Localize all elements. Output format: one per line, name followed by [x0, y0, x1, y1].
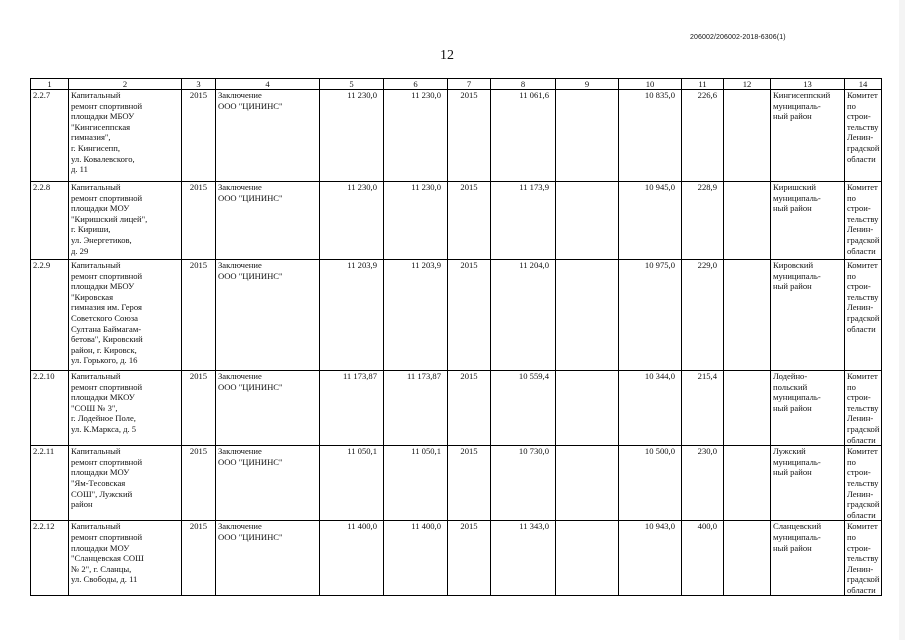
column-9-value-cell [556, 446, 619, 521]
year-cell: 2015 [182, 521, 216, 596]
completion-year-cell: 2015 [448, 521, 491, 596]
completion-year-cell: 2015 [448, 182, 491, 260]
column-9-value-cell [556, 521, 619, 596]
local-budget-cell: 228,9 [682, 182, 724, 260]
estimated-cost-cell: 11 400,0 [320, 521, 384, 596]
object-name-cell: Капитальный ремонт спортивной площадки МБОУ "Кингисеппская гимназия", г. Кингисепп, ул. Ковалевского, д. 11 [69, 90, 182, 182]
completion-year-cell: 2015 [448, 371, 491, 446]
column-12-value-cell [724, 182, 771, 260]
scan-edge [899, 0, 905, 640]
completion-year-cell: 2015 [448, 446, 491, 521]
municipal-district-cell: Сланцевский муниципаль- ный район [771, 521, 845, 596]
regional-budget-cell: 10 835,0 [619, 90, 682, 182]
column-12-value-cell [724, 260, 771, 371]
basis-document-cell: Заключение ООО "ЦИНИНС" [216, 446, 320, 521]
table-row [31, 90, 882, 182]
municipal-district-cell: Лодейно- польский муниципаль- ный район [771, 371, 845, 446]
object-name-cell: Капитальный ремонт спортивной площадки МКОУ "СОШ № 3", г. Лодейное Поле, ул. К.Маркса, д. 5 [69, 371, 182, 446]
object-name-cell: Капитальный ремонт спортивной площадки МБОУ "Кировская гимназия им. Героя Советского Союза Султана Баймагам- бетова", Кировский район, г. Кировск, ул. Горького, д. 16 [69, 260, 182, 371]
column-9-value-cell [556, 260, 619, 371]
row-number-cell: 2.2.9 [31, 260, 69, 371]
regional-budget-cell: 10 975,0 [619, 260, 682, 371]
year-cell: 2015 [182, 260, 216, 371]
column-header: 13 [771, 79, 845, 90]
responsible-committee-cell: Комитет по строи- тельству Ленин- градской области [845, 90, 882, 182]
responsible-committee-cell: Комитет по строи- тельству Ленин- градской области [845, 260, 882, 371]
basis-document-cell: Заключение ООО "ЦИНИНС" [216, 521, 320, 596]
cost-total-cell: 11 203,9 [384, 260, 448, 371]
cost-total-cell: 11 230,0 [384, 90, 448, 182]
column-number-row [31, 79, 882, 90]
column-header: 12 [724, 79, 771, 90]
column-9-value-cell [556, 90, 619, 182]
column-12-value-cell [724, 521, 771, 596]
column-header: 3 [182, 79, 216, 90]
regional-budget-cell: 10 945,0 [619, 182, 682, 260]
basis-document-cell: Заключение ООО "ЦИНИНС" [216, 90, 320, 182]
basis-document-cell: Заключение ООО "ЦИНИНС" [216, 260, 320, 371]
basis-document-cell: Заключение ООО "ЦИНИНС" [216, 371, 320, 446]
actual-cost-cell: 11 173,9 [491, 182, 556, 260]
column-header: 7 [448, 79, 491, 90]
table-row [31, 446, 882, 521]
completion-year-cell: 2015 [448, 90, 491, 182]
object-name-cell: Капитальный ремонт спортивной площадки МОУ "Сланцевская СОШ № 2", г. Сланцы, ул. Свободы, д. 11 [69, 521, 182, 596]
page-number: 12 [440, 48, 454, 63]
column-12-value-cell [724, 90, 771, 182]
row-number-cell: 2.2.10 [31, 371, 69, 446]
municipal-district-cell: Киришский муниципаль- ный район [771, 182, 845, 260]
column-9-value-cell [556, 182, 619, 260]
table-row [31, 260, 882, 371]
local-budget-cell: 229,0 [682, 260, 724, 371]
actual-cost-cell: 10 730,0 [491, 446, 556, 521]
table-row [31, 521, 882, 596]
object-name-cell: Капитальный ремонт спортивной площадки МОУ "Ям-Тесовская СОШ", Лужский район [69, 446, 182, 521]
completion-year-cell: 2015 [448, 260, 491, 371]
actual-cost-cell: 11 343,0 [491, 521, 556, 596]
estimated-cost-cell: 11 203,9 [320, 260, 384, 371]
actual-cost-cell: 11 204,0 [491, 260, 556, 371]
table-row [31, 182, 882, 260]
year-cell: 2015 [182, 446, 216, 521]
data-table [30, 78, 882, 596]
column-header: 14 [845, 79, 882, 90]
responsible-committee-cell: Комитет по строи- тельству Ленин- градской области [845, 182, 882, 260]
responsible-committee-cell: Комитет по строи- тельству Ленин- градской области [845, 521, 882, 596]
actual-cost-cell: 10 559,4 [491, 371, 556, 446]
estimated-cost-cell: 11 173,87 [320, 371, 384, 446]
estimated-cost-cell: 11 230,0 [320, 90, 384, 182]
regional-budget-cell: 10 500,0 [619, 446, 682, 521]
column-header: 1 [31, 79, 69, 90]
regional-budget-cell: 10 943,0 [619, 521, 682, 596]
document-id: 206002/206002-2018-6306(1) [690, 34, 786, 41]
municipal-district-cell: Лужский муниципаль- ный район [771, 446, 845, 521]
row-number-cell: 2.2.8 [31, 182, 69, 260]
cost-total-cell: 11 050,1 [384, 446, 448, 521]
year-cell: 2015 [182, 182, 216, 260]
column-header: 8 [491, 79, 556, 90]
responsible-committee-cell: Комитет по строи- тельству Ленин- градской области [845, 446, 882, 521]
column-9-value-cell [556, 371, 619, 446]
estimated-cost-cell: 11 050,1 [320, 446, 384, 521]
object-name-cell: Капитальный ремонт спортивной площадки МОУ "Киришский лицей", г. Кириши, ул. Энергетиков, д. 29 [69, 182, 182, 260]
column-header: 6 [384, 79, 448, 90]
table-row [31, 371, 882, 446]
actual-cost-cell: 11 061,6 [491, 90, 556, 182]
local-budget-cell: 215,4 [682, 371, 724, 446]
basis-document-cell: Заключение ООО "ЦИНИНС" [216, 182, 320, 260]
row-number-cell: 2.2.7 [31, 90, 69, 182]
local-budget-cell: 226,6 [682, 90, 724, 182]
column-header: 9 [556, 79, 619, 90]
column-header: 2 [69, 79, 182, 90]
column-12-value-cell [724, 371, 771, 446]
cost-total-cell: 11 173,87 [384, 371, 448, 446]
year-cell: 2015 [182, 371, 216, 446]
municipal-district-cell: Кировский муниципаль- ный район [771, 260, 845, 371]
cost-total-cell: 11 230,0 [384, 182, 448, 260]
year-cell: 2015 [182, 90, 216, 182]
column-header: 5 [320, 79, 384, 90]
local-budget-cell: 230,0 [682, 446, 724, 521]
column-header: 4 [216, 79, 320, 90]
row-number-cell: 2.2.12 [31, 521, 69, 596]
cost-total-cell: 11 400,0 [384, 521, 448, 596]
estimated-cost-cell: 11 230,0 [320, 182, 384, 260]
local-budget-cell: 400,0 [682, 521, 724, 596]
row-number-cell: 2.2.11 [31, 446, 69, 521]
column-header: 10 [619, 79, 682, 90]
municipal-district-cell: Кингисеппский муниципаль- ный район [771, 90, 845, 182]
regional-budget-cell: 10 344,0 [619, 371, 682, 446]
column-header: 11 [682, 79, 724, 90]
responsible-committee-cell: Комитет по строи- тельству Ленин- градской области [845, 371, 882, 446]
column-12-value-cell [724, 446, 771, 521]
